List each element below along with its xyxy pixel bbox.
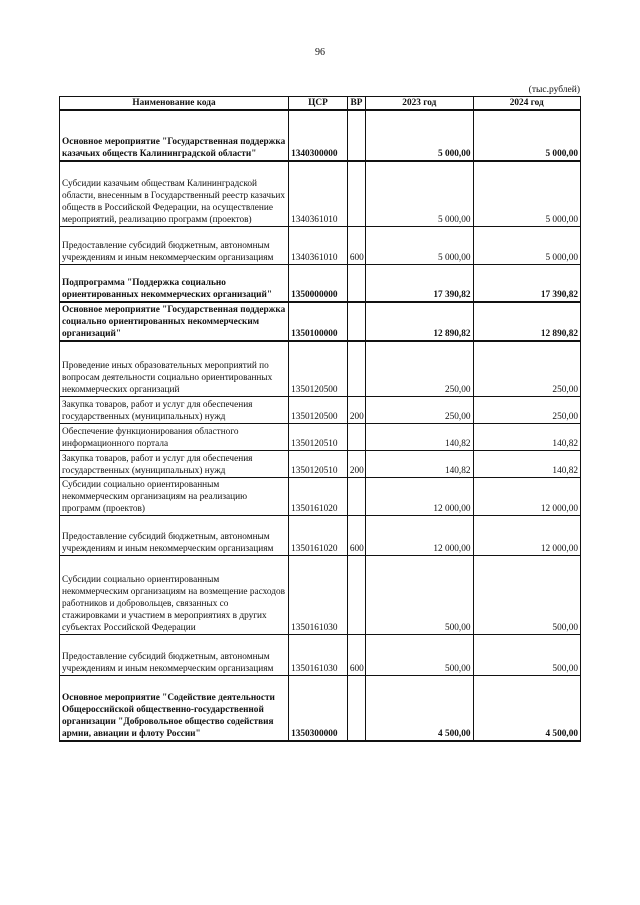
row-value-2023: 17 390,82 bbox=[366, 264, 473, 302]
row-value-2024: 12 000,00 bbox=[473, 515, 580, 555]
row-csr: 1350120510 bbox=[289, 450, 348, 477]
row-name: Основное мероприятие "Государственная поддержка социально ориентированных некоммерческим организаций" bbox=[60, 302, 289, 341]
row-value-2024: 12 000,00 bbox=[473, 477, 580, 515]
table-row bbox=[60, 161, 581, 226]
row-vr: 600 bbox=[347, 515, 365, 555]
row-vr bbox=[347, 477, 365, 515]
units-label: (тыс.рублей) bbox=[528, 85, 580, 95]
row-value-2024: 250,00 bbox=[473, 396, 580, 423]
table-row bbox=[60, 675, 581, 741]
row-value-2023: 5 000,00 bbox=[366, 161, 473, 226]
row-name: Подпрограмма "Поддержка социально ориентированных некоммерческих организаций" bbox=[60, 264, 289, 302]
row-vr bbox=[347, 161, 365, 226]
table-row bbox=[60, 477, 581, 515]
row-value-2023: 4 500,00 bbox=[366, 675, 473, 741]
row-vr bbox=[347, 341, 365, 396]
row-name: Обеспечение функционирования областного информационного портала bbox=[60, 423, 289, 450]
row-csr: 1350000000 bbox=[289, 264, 348, 302]
table-row bbox=[60, 264, 581, 302]
row-value-2024: 500,00 bbox=[473, 634, 580, 675]
row-value-2023: 12 000,00 bbox=[366, 477, 473, 515]
header-vr: ВР bbox=[347, 97, 365, 111]
row-vr bbox=[347, 555, 365, 634]
header-csr: ЦСР bbox=[289, 97, 348, 111]
row-value-2023: 250,00 bbox=[366, 396, 473, 423]
row-value-2023: 140,82 bbox=[366, 450, 473, 477]
row-value-2024: 500,00 bbox=[473, 555, 580, 634]
table-header-row bbox=[60, 97, 581, 111]
table-row bbox=[60, 110, 581, 161]
row-vr bbox=[347, 423, 365, 450]
row-value-2024: 250,00 bbox=[473, 341, 580, 396]
row-name: Закупка товаров, работ и услуг для обеспечения государственных (муниципальных) нужд bbox=[60, 450, 289, 477]
header-name: Наименование кода bbox=[60, 97, 289, 111]
row-value-2023: 5 000,00 bbox=[366, 226, 473, 264]
header-year-2024: 2024 год bbox=[473, 97, 580, 111]
row-name: Проведение иных образовательных мероприятий по вопросам деятельности социально ориентированных некоммерческих организаций bbox=[60, 341, 289, 396]
row-vr bbox=[347, 264, 365, 302]
row-value-2023: 12 000,00 bbox=[366, 515, 473, 555]
table-row bbox=[60, 226, 581, 264]
row-name: Предоставление субсидий бюджетным, автономным учреждениям и иным некоммерческим организациям bbox=[60, 226, 289, 264]
table-row bbox=[60, 450, 581, 477]
row-csr: 1350120510 bbox=[289, 423, 348, 450]
table-row bbox=[60, 396, 581, 423]
row-value-2023: 12 890,82 bbox=[366, 302, 473, 341]
row-value-2023: 500,00 bbox=[366, 555, 473, 634]
row-value-2024: 4 500,00 bbox=[473, 675, 580, 741]
row-vr: 200 bbox=[347, 396, 365, 423]
row-value-2023: 500,00 bbox=[366, 634, 473, 675]
row-value-2024: 5 000,00 bbox=[473, 226, 580, 264]
row-csr: 1350161030 bbox=[289, 634, 348, 675]
row-name: Предоставление субсидий бюджетным, автономным учреждениям и иным некоммерческим организациям bbox=[60, 515, 289, 555]
row-name: Предоставление субсидий бюджетным, автономным учреждениям и иным некоммерческим организациям bbox=[60, 634, 289, 675]
row-vr: 600 bbox=[347, 634, 365, 675]
table-row bbox=[60, 634, 581, 675]
row-vr bbox=[347, 302, 365, 341]
row-value-2024: 5 000,00 bbox=[473, 161, 580, 226]
row-csr: 1350161020 bbox=[289, 515, 348, 555]
row-csr: 1350300000 bbox=[289, 675, 348, 741]
table-row bbox=[60, 515, 581, 555]
table-row bbox=[60, 302, 581, 341]
row-vr: 600 bbox=[347, 226, 365, 264]
row-csr: 1350161020 bbox=[289, 477, 348, 515]
row-csr: 1340361010 bbox=[289, 161, 348, 226]
row-value-2024: 5 000,00 bbox=[473, 110, 580, 161]
row-vr bbox=[347, 675, 365, 741]
row-name: Основное мероприятие "Государственная поддержка казачьих обществ Калининградской области" bbox=[60, 110, 289, 161]
table-row bbox=[60, 341, 581, 396]
row-value-2024: 17 390,82 bbox=[473, 264, 580, 302]
row-vr: 200 bbox=[347, 450, 365, 477]
row-value-2023: 250,00 bbox=[366, 341, 473, 396]
row-csr: 1340300000 bbox=[289, 110, 348, 161]
row-name: Субсидии социально ориентированным некоммерческим организациям на реализацию программ (проектов) bbox=[60, 477, 289, 515]
table-row bbox=[60, 555, 581, 634]
header-year-2023: 2023 год bbox=[366, 97, 473, 111]
row-name: Закупка товаров, работ и услуг для обеспечения государственных (муниципальных) нужд bbox=[60, 396, 289, 423]
row-value-2023: 5 000,00 bbox=[366, 110, 473, 161]
row-value-2023: 140,82 bbox=[366, 423, 473, 450]
row-csr: 1350100000 bbox=[289, 302, 348, 341]
row-csr: 1350161030 bbox=[289, 555, 348, 634]
row-vr bbox=[347, 110, 365, 161]
row-csr: 1350120500 bbox=[289, 396, 348, 423]
row-value-2024: 140,82 bbox=[473, 450, 580, 477]
row-name: Субсидии казачьим обществам Калининградской области, внесенным в Государственный реестр казачьих обществ в Российской Федерации, на осуществление мероприятий, реализацию программ (проектов) bbox=[60, 161, 289, 226]
row-value-2024: 12 890,82 bbox=[473, 302, 580, 341]
page-number: 96 bbox=[315, 47, 325, 58]
row-value-2024: 140,82 bbox=[473, 423, 580, 450]
table-row bbox=[60, 423, 581, 450]
budget-table bbox=[59, 96, 581, 742]
row-name: Основное мероприятие "Содействие деятельности Общероссийской общественно-государственной организации "Добровольное общество содействия армии, авиации и флоту России" bbox=[60, 675, 289, 741]
row-csr: 1350120500 bbox=[289, 341, 348, 396]
row-csr: 1340361010 bbox=[289, 226, 348, 264]
row-name: Субсидии социально ориентированным некоммерческим организациям на возмещение расходов работников и добровольцев, связанных со стажировками и участием в мероприятиях в других субъектах Российской Федерации bbox=[60, 555, 289, 634]
